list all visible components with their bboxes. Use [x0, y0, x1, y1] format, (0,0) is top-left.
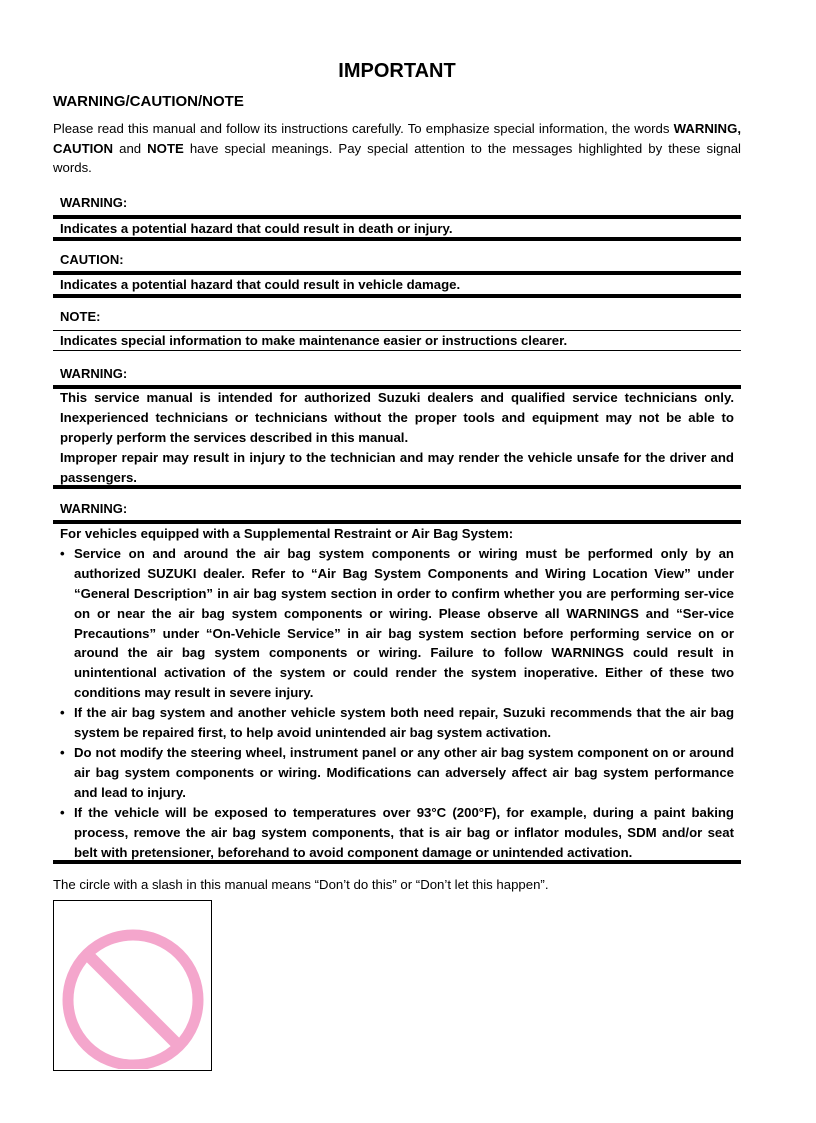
caution-label: CAUTION: — [60, 252, 124, 267]
rule-top — [53, 330, 741, 331]
airbag-warning-lead: For vehicles equipped with a Supplemental Restraint or Air Bag System: — [60, 526, 514, 541]
airbag-warning-text — [60, 524, 734, 862]
symbol-explanation: The circle with a slash in this manual means “Don’t do this” or “Don’t let this happen”. — [53, 877, 549, 892]
bullet-icon: • — [60, 545, 65, 561]
intro-text-2: and — [113, 140, 148, 156]
bullet-icon: • — [60, 705, 65, 721]
intro-text-1: Please read this manual and follow its instructions carefully. To emphasize special information, the words — [53, 121, 674, 136]
rule-top — [53, 215, 741, 219]
service-warning-text — [60, 388, 734, 488]
rule-bottom — [53, 860, 741, 864]
note-definition: Indicates special information to make maintenance easier or instructions clearer. — [60, 333, 568, 348]
warning-label: WARNING: — [60, 366, 128, 381]
list-item: • If the air bag system and another vehicle system both need repair, Suzuki recommends that the air bag system be repaired first, to help avoid unintended air bag system activation. — [60, 705, 734, 741]
section-title: WARNING/CAUTION/NOTE — [53, 93, 244, 110]
service-warning-paragraph: This service manual is intended for authorized Suzuki dealers and qualified service technicians only. Inexperienced technicians or technicians without the proper tools and equipment may not be able to properly perform the services described in this manual. — [60, 390, 734, 445]
warning-label: WARNING: — [60, 195, 128, 210]
intro-text-3: have special meanings. Pay special attention to the messages highlighted by these signal words. — [53, 140, 741, 176]
list-item: • Service on and around the air bag system components or wiring must be performed only by an authorized SUZUKI dealer. Refer to “Air Bag System Components and Wiring Location View” under “General Description” in air bag system section in order to confirm whether you are performing ser-vice on or near the air bag system components or wiring. Please observe all WARNINGS and “Ser-vice Precautions” under “On-Vehicle Service” in air bag system section before performing service on or around the air bag system components or wiring. Failure to follow WARNINGS could result in unintentional activation of the system or could render the system inoperative. Either of these two conditions may result in severe injury. — [60, 545, 734, 701]
rule-top — [53, 271, 741, 275]
warning-definition: Indicates a potential hazard that could result in death or injury. — [60, 221, 453, 236]
airbag-warning-list — [60, 544, 734, 863]
bullet-icon: • — [60, 804, 65, 820]
intro-bold-1: WARNING, CAUTION — [53, 121, 741, 156]
list-item: • Do not modify the steering wheel, instrument panel or any other air bag system component on or around air bag system components or wiring. Modifications can adversely affect air bag system performance and lead to injury. — [60, 744, 734, 800]
list-item: • If the vehicle will be exposed to temperatures over 93°C (200°F), for example, during a paint baking process, remove the air bag system components, that is air bag or inflator modules, SDM and/or seat belt with pretensioner, beforehand to avoid component damage or unintended activation. — [60, 804, 734, 860]
prohibition-icon — [54, 901, 210, 1069]
rule-bottom — [53, 237, 741, 241]
rule-bottom — [53, 294, 741, 298]
bullet-icon: • — [60, 744, 65, 760]
note-label: NOTE: — [60, 309, 101, 324]
prohibition-symbol-box — [53, 900, 212, 1071]
page-title: IMPORTANT — [338, 60, 456, 82]
intro-bold-2: NOTE — [147, 140, 184, 156]
service-warning-paragraph: Improper repair may result in injury to the technician and may render the vehicle unsafe for the driver and passengers. — [60, 449, 734, 485]
intro-paragraph — [53, 119, 741, 178]
caution-definition: Indicates a potential hazard that could result in vehicle damage. — [60, 277, 461, 292]
warning-label: WARNING: — [60, 501, 128, 516]
rule-bottom — [53, 485, 741, 489]
rule-bottom — [53, 350, 741, 351]
